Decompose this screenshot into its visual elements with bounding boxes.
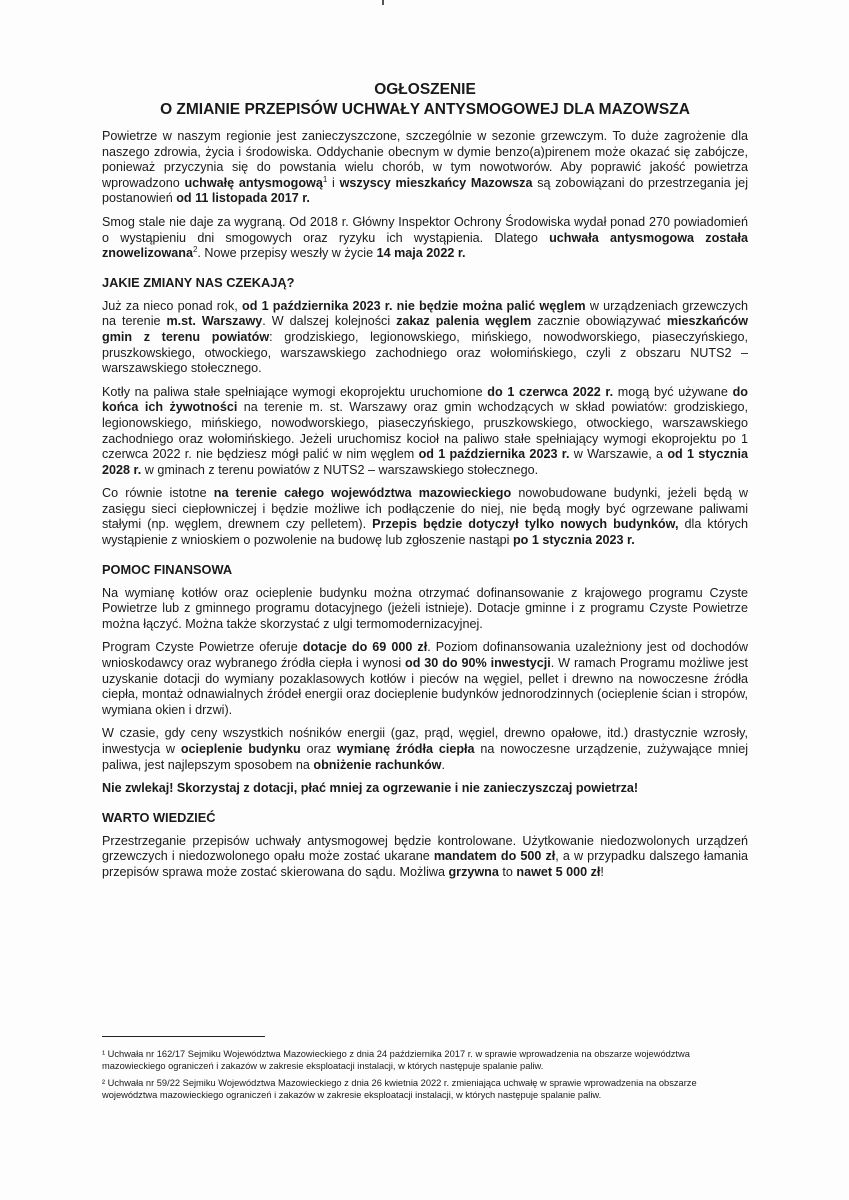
paragraph-clean-air-program: Program Czyste Powietrze oferuje dotacje do 69 000 zł. Poziom dofinansowania uzależniony jest od dochodów wnioskodawcy oraz wybranego źródła ciepła i wynosi od 30 do 90% inwestycji. W ramach Programu możliwe jest uzyskanie dotacji do wymiany pozaklasowych kotłów i pieców na węgiel, pellet i drewno na nowoczesne źródła ciepła, montaż odnawialnych źródeł energii oraz docieplenie budynków jednorodzinnych (ocieplenie ścian i stropów, wymiana okien i drzwi). [102, 640, 748, 717]
call-to-action: Nie zwlekaj! Skorzystaj z dotacji, płać mniej za ogrzewanie i nie zanieczyszczaj powietrza! [102, 781, 639, 796]
footnote-ref-2: 2 [192, 244, 198, 254]
paragraph-penalties: Przestrzeganie przepisów uchwały antysmogowej będzie kontrolowane. Użytkowanie niedozwolonych urządzeń grzewczych i niedozwolonego opału może zostać ukarane mandatem do 500 zł, a w przypadku dalszego łamania przepisów sprawa może zostać skierowana do sądu. Możliwa grzywna to nawet 5 000 zł! [102, 833, 748, 879]
paragraph-energy-prices: W czasie, gdy ceny wszystkich nośników energii (gaz, prąd, węgiel, drewno opałowe, itd.) drastycznie wzrosły, inwestycja w ocieplenie budynku oraz wymianę źródła ciepła na nowoczesne urządzenie, zużywające mniej paliwa, jest najlepszym sposobem na obniżenie rachunków. [102, 726, 748, 772]
section-heading-financial-aid: POMOC FINANSOWA [102, 561, 233, 577]
paragraph-smog: Smog stale nie daje za wygraną. Od 2018 r. Główny Inspektor Ochrony Środowiska wydał ponad 270 powiadomień o wystąpieniu dni smogowych oraz ryzyku ich wystąpienia. Dlatego uchwała antysmogowa została znowelizowana$^2$. Nowe przepisy weszły w życie 14 maja 2022 r. [102, 214, 748, 261]
section-heading-changes: JAKIE ZMIANY NAS CZEKAJĄ? [102, 274, 295, 290]
section-heading-good-to-know: WARTO WIEDZIEĆ [102, 809, 216, 825]
announcement-body [102, 80, 748, 889]
paragraph-boilers: Kotły na paliwa stałe spełniające wymogi ekoprojektu uruchomione do 1 czerwca 2022 r. mogą być używane do końca ich żywotności na terenie m. st. Warszawy oraz gmin wchodzących w skład powiatów: grodziskiego, legionowskiego, mińskiego, nowodworskiego, piaseczyńskiego, pruszkowskiego, otwockiego, warszawskiego zachodniego oraz wołomińskiego. Jeżeli uruchomisz kocioł na paliwo stałe spełniający wymogi ekoprojektu po 1 czerwca 2022 r. nie będziesz mógł palić w nim węglem od 1 października 2023 r. w Warszawie, a od 1 stycznia 2028 r. w gminach z terenu powiatów z NUTS2 – warszawskiego stołecznego. [102, 384, 749, 477]
scan-mark [382, 0, 384, 5]
footnote-separator [102, 1036, 265, 1037]
document-title: OGŁOSZENIE [374, 81, 476, 98]
paragraph-funding-sources: Na wymianę kotłów oraz ocieplenie budynku można otrzymać dofinansowanie z krajowego programu Czyste Powietrze lub z gminnego programu dotacyjnego (jeżeli istnieje). Dotacje gminne i z programu Czyste Powietrze można łączyć. Można także skorzystać z ulgi termomodernizacyjnej. [102, 585, 748, 631]
footnote-1: ¹ Uchwała nr 162/17 Sejmiku Województwa Mazowieckiego z dnia 24 października 2017 r. w sprawie wprowadzenia na obszarze województwa mazowieckiego ograniczeń i zakazów w zakresie eksploatacji instalacji, w których następuje spalanie paliw. [102, 1049, 690, 1072]
document-subtitle: O ZMIANIE PRZEPISÓW UCHWAŁY ANTYSMOGOWEJ DLA MAZOWSZA [160, 101, 690, 118]
paragraph-new-buildings: Co równie istotne na terenie całego województwa mazowieckiego nowobudowane budynki, jeżeli będą w zasięgu sieci ciepłowniczej i będzie możliwe ich podłączenie do niej, nie będą mogły być ogrzewane paliwami stałymi (np. węglem, drewnem czy pelletem). Przepis będzie dotyczył tylko nowych budynków, dla których wystąpienie z wnioskiem o pozwolenie na budowę lub zgłoszenie nastąpi po 1 stycznia 2023 r. [102, 486, 748, 548]
paragraph-coal-ban: Już za nieco ponad rok, od 1 października 2023 r. nie będzie można palić węglem w urządzeniach grzewczych na terenie m.st. Warszawy. W dalszej kolejności zakaz palenia węglem zacznie obowiązywać mieszkańców gmin z terenu powiatów: grodziskiego, legionowskiego, mińskiego, nowodworskiego, piaseczyńskiego, pruszkowskiego, otwockiego, warszawskiego zachodniego oraz wołomińskiego, czyli z obszaru NUTS2 – warszawskiego stołecznego. [102, 298, 749, 376]
footnote-2: ² Uchwała nr 59/22 Sejmiku Województwa Mazowieckiego z dnia 26 kwietnia 2022 r. zmieniająca uchwałę w sprawie wprowadzenia na obszarze województwa mazowieckiego ograniczeń i zakazów w zakresie eksploatacji instalacji, w których następuje spalanie paliw. [102, 1077, 697, 1100]
paragraph-intro: Powietrze w naszym regionie jest zanieczyszczone, szczególnie w sezonie grzewczym. To duże zagrożenie dla naszego zdrowia, życia i środowiska. Oddychanie obecnym w dymie benzo(a)pirenem może okazać się zabójcze, ponieważ przyczynia się do powstania wielu chorób, w tym nowotworów. Aby poprawić jakość powietrza wprowadzono uchwałę antysmogową$^1$ i wszyscy mieszkańcy Mazowsza są zobowiązani do przestrzegania jej postanowień od 11 listopada 2017 r. [102, 129, 748, 206]
footnotes [102, 1048, 748, 1105]
footnote-ref-1: 1 [322, 174, 328, 184]
